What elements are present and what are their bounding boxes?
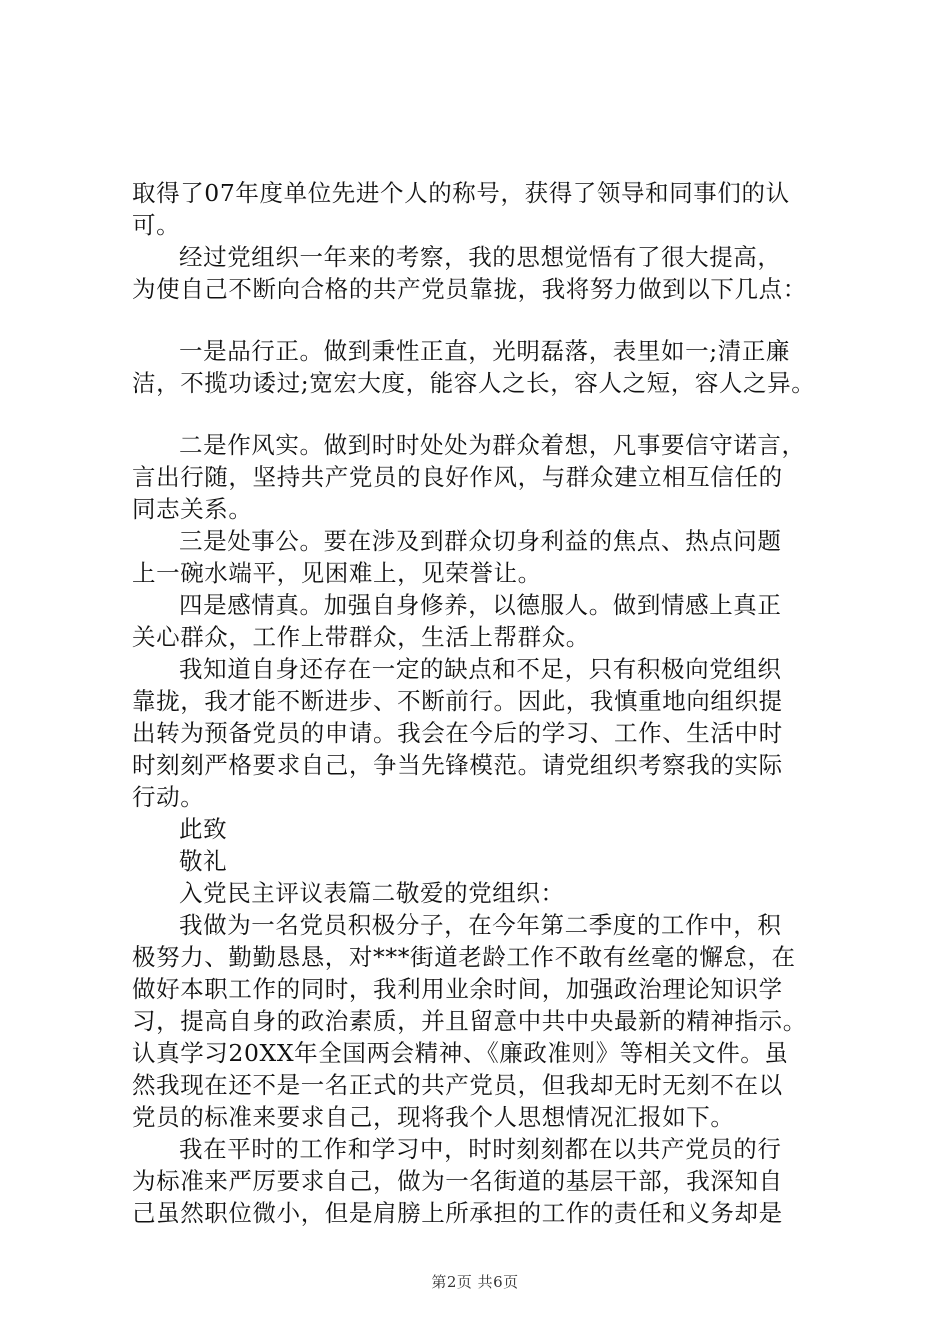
text-line: 为使自己不断向合格的共产党员靠拢，我将努力做到以下几点：	[132, 275, 807, 303]
text-line: 做好本职工作的同时，我利用业余时间，加强政治理论知识学	[132, 975, 783, 1003]
text-line: 出转为预备党员的申请。我会在今后的学习、工作、生活中时	[132, 719, 783, 747]
text-line: 为标准来严厉要求自己，做为一名街道的基层干部，我深知自	[132, 1167, 783, 1195]
text-line: 洁，不揽功诿过;宽宏大度，能容人之长，容人之短，容人之异。	[132, 369, 816, 397]
text-line: 上一碗水端平，见困难上，见荣誉让。	[132, 559, 542, 587]
text-line: 习，提高自身的政治素质，并且留意中共中央最新的精神指示。	[132, 1007, 807, 1035]
text-line: 行动。	[132, 783, 205, 811]
text-line: 党员的标准来要求自己，现将我个人思想情况汇报如下。	[132, 1103, 735, 1131]
text-line: 经过党组织一年来的考察，我的思想觉悟有了很大提高，	[179, 243, 782, 271]
text-line: 我知道自身还存在一定的缺点和不足，只有积极向党组织	[179, 655, 782, 683]
document-body	[132, 177, 832, 1229]
text-line: 我在平时的工作和学习中，时时刻刻都在以共产党员的行	[179, 1135, 782, 1163]
text-line: 己虽然职位微小，但是肩膀上所承担的工作的责任和义务却是	[132, 1199, 783, 1227]
text-line: 然我现在还不是一名正式的共产党员，但我却无时无刻不在以	[132, 1071, 783, 1099]
text-line: 极努力、勤勤恳恳，对***街道老龄工作不敢有丝毫的懈怠，在	[132, 943, 796, 971]
page-number-footer: 第2页 共6页	[431, 1273, 519, 1291]
text-line: 二是作风实。做到时时处处为群众着想，凡事要信守诺言，	[179, 431, 806, 459]
text-line: 取得了07年度单位先进个人的称号，获得了领导和同事们的认	[132, 179, 790, 207]
text-line: 入党民主评议表篇二敬爱的党组织：	[179, 879, 565, 907]
text-line: 认真学习20XX年全国两会精神、《廉政准则》等相关文件。虽	[132, 1039, 789, 1067]
text-line: 一是品行正。做到秉性正直，光明磊落，表里如一;清正廉	[179, 337, 791, 365]
text-line: 靠拢，我才能不断进步、不断前行。因此，我慎重地向组织提	[132, 687, 783, 715]
text-line: 此致	[179, 815, 228, 843]
text-line: 同志关系。	[132, 495, 253, 523]
text-line: 时刻刻严格要求自己，争当先锋模范。请党组织考察我的实际	[132, 751, 783, 779]
text-line: 可。	[132, 211, 181, 239]
text-line: 敬礼	[179, 847, 228, 875]
text-line: 我做为一名党员积极分子，在今年第二季度的工作中，积	[179, 911, 782, 939]
text-line: 关心群众，工作上带群众，生活上帮群众。	[132, 623, 590, 651]
text-line: 四是感情真。加强自身修养，以德服人。做到情感上真正	[179, 591, 782, 619]
text-line: 言出行随，坚持共产党员的良好作风，与群众建立相互信任的	[132, 463, 783, 491]
text-line: 三是处事公。要在涉及到群众切身利益的焦点、热点问题	[179, 527, 782, 555]
